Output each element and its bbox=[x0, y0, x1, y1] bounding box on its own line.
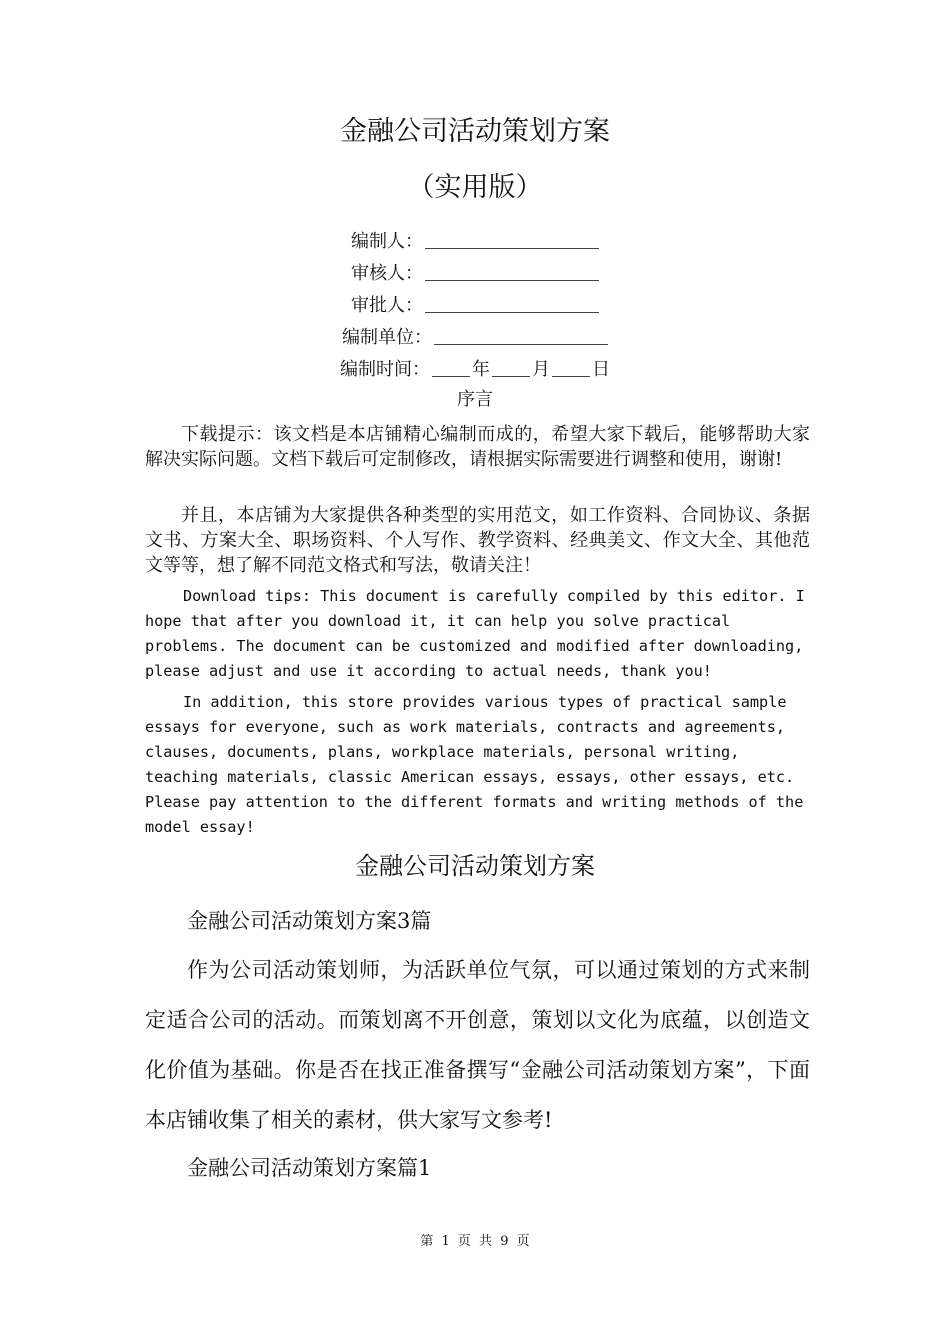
body-subtitle: 金融公司活动策划方案3篇 bbox=[187, 909, 432, 933]
document-subtitle: （实用版） bbox=[407, 172, 543, 203]
body-heading: 金融公司活动策划方案 bbox=[355, 852, 595, 880]
editor-row bbox=[0, 226, 950, 258]
year-label: 年 bbox=[472, 359, 490, 380]
approver-blank bbox=[425, 293, 599, 313]
month-blank bbox=[492, 357, 530, 377]
unit-row bbox=[0, 322, 950, 354]
reviewer-row bbox=[0, 258, 950, 290]
preface-paragraph-en-1: Download tips: This document is carefully compiled by this editor. I hope that after you download it, it can help you solve practical problems. The document can be customized and modified after downloading, please adjust and use it according to actual needs, thank you! bbox=[145, 587, 805, 680]
unit-label: 编制单位： bbox=[342, 327, 432, 348]
approver-label: 审批人： bbox=[351, 295, 423, 316]
day-label: 日 bbox=[592, 359, 610, 380]
meta-block bbox=[0, 226, 950, 386]
preface-paragraph-cn-1: 下载提示：该文档是本店铺精心编制而成的，希望大家下载后，能够帮助大家解决实际问题。文档下载后可定制修改，请根据实际需要进行调整和使用，谢谢! bbox=[145, 424, 810, 470]
preface-paragraph-en-2: In addition, this store provides various types of practical sample essays for everyone, such as work materials, contracts and agreements, clauses, documents, plans, workplace materials, personal writing, teaching materials, classic American essays, essays, other essays, etc. Please pay attention to the different formats and writing methods of the model essay! bbox=[145, 693, 804, 836]
preface-heading: 序言 bbox=[457, 389, 493, 410]
approver-row bbox=[0, 290, 950, 322]
body-intro-paragraph: 作为公司活动策划师，为活跃单位气氛，可以通过策划的方式来制定适合公司的活动。而策划离不开创意，策划以文化为底蕴，以创造文化价值为基础。你是否在找正准备撰写“金融公司活动策划方案”，下面本店铺收集了相关的素材，供大家写文参考! bbox=[145, 958, 810, 1132]
preface-paragraph-cn-2: 并且，本店铺为大家提供各种类型的实用范文，如工作资料、合同协议、条据文书、方案大全、职场资料、个人写作、教学资料、经典美文、作文大全、其他范文等等，想了解不同范文格式和写法，敬请关注！ bbox=[145, 505, 810, 576]
time-label: 编制时间： bbox=[340, 359, 430, 380]
day-blank bbox=[552, 357, 590, 377]
editor-label: 编制人： bbox=[351, 231, 423, 252]
unit-blank bbox=[434, 325, 608, 345]
reviewer-label: 审核人： bbox=[351, 263, 423, 284]
page-footer: 第 1 页 共 9 页 bbox=[420, 1234, 530, 1249]
year-blank bbox=[432, 357, 470, 377]
document-title: 金融公司活动策划方案 bbox=[340, 116, 610, 147]
time-row bbox=[0, 354, 950, 386]
editor-blank bbox=[425, 229, 599, 249]
month-label: 月 bbox=[532, 359, 550, 380]
section-1-title: 金融公司活动策划方案篇1 bbox=[187, 1156, 432, 1180]
reviewer-blank bbox=[425, 261, 599, 281]
